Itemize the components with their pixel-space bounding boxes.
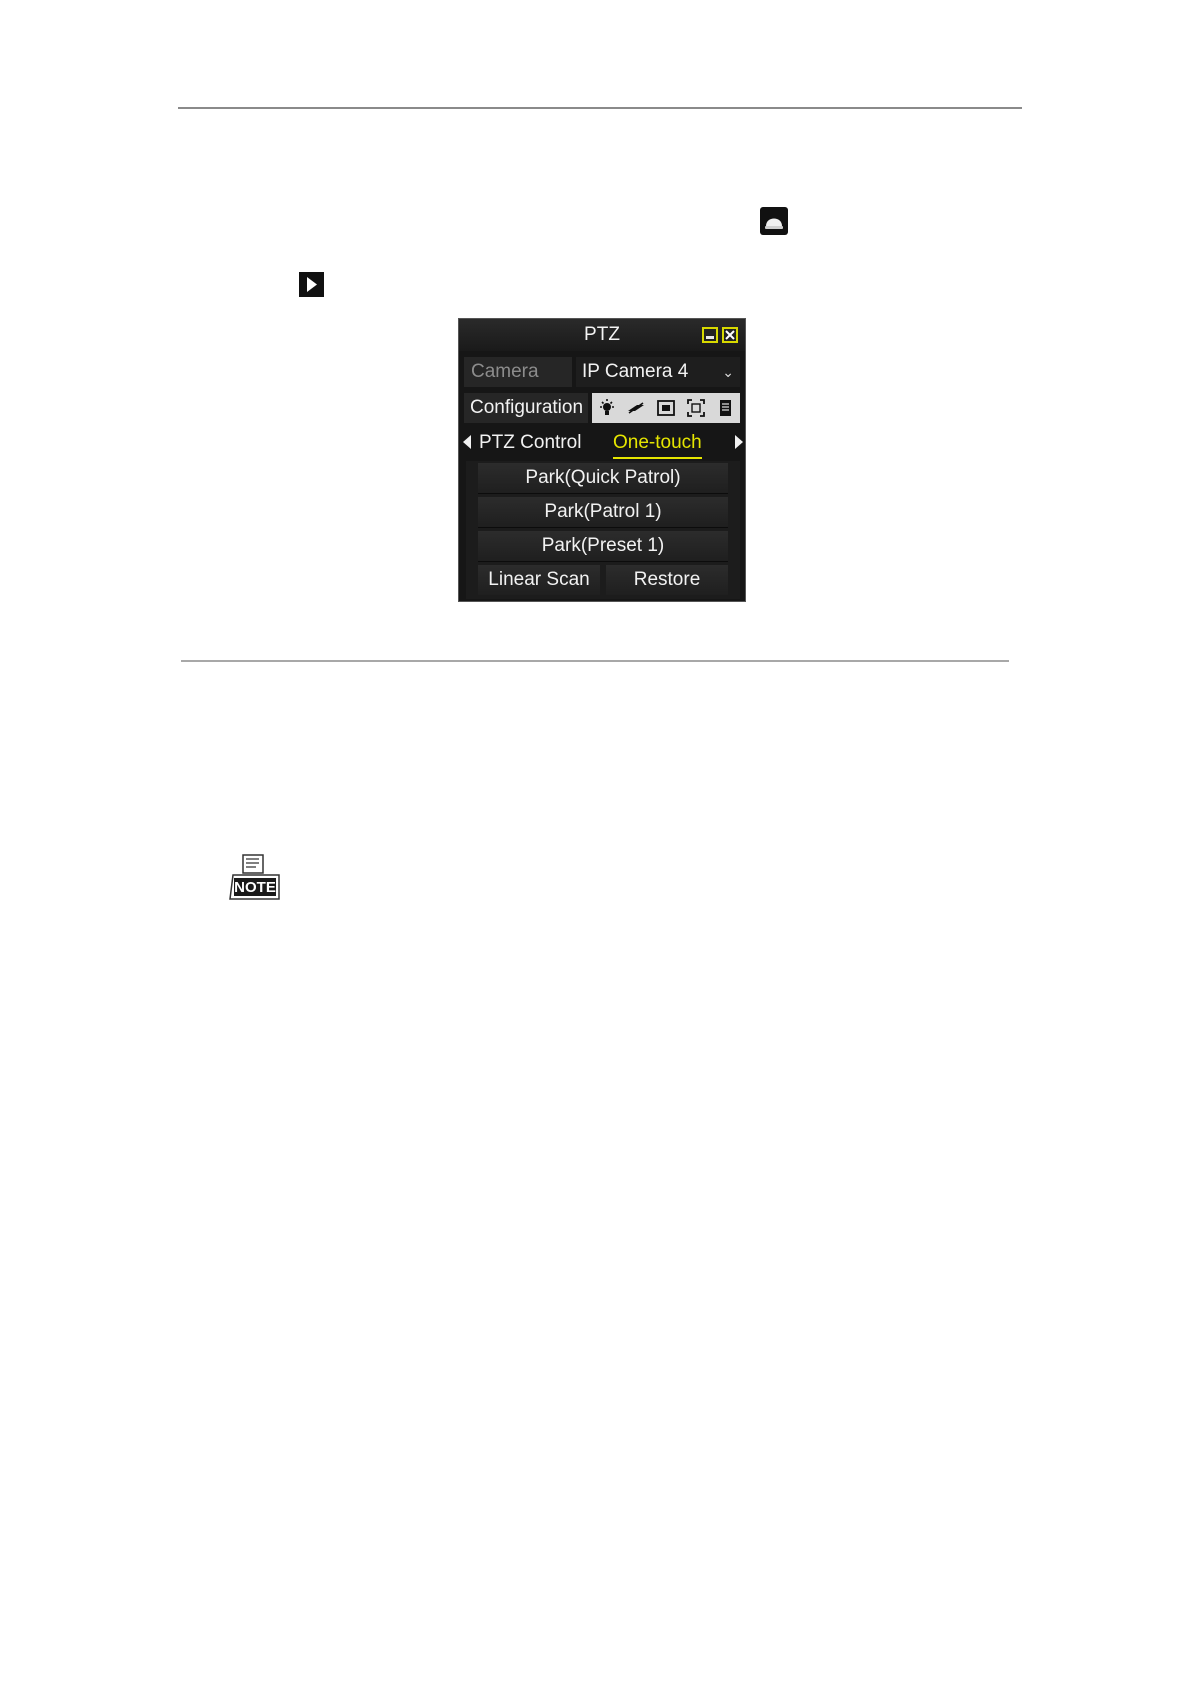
focus-icon[interactable] <box>655 397 677 419</box>
close-button[interactable] <box>722 327 738 343</box>
tool-strip <box>592 393 740 423</box>
play-arrow-icon <box>299 272 324 297</box>
park-patrol-1-button[interactable]: Park(Patrol 1) <box>478 497 728 528</box>
close-icon <box>725 330 735 340</box>
tab-bar <box>459 429 745 457</box>
linear-scan-button[interactable]: Linear Scan <box>478 565 600 595</box>
camera-label: Camera <box>464 357 572 387</box>
ptz-title: PTZ <box>459 319 745 351</box>
park-quick-patrol-button[interactable]: Park(Quick Patrol) <box>478 463 728 494</box>
wiper-icon[interactable] <box>625 397 647 419</box>
tab-next-arrow-icon[interactable] <box>735 435 743 449</box>
one-touch-buttons <box>466 461 740 599</box>
tab-one-touch[interactable]: One-touch <box>613 429 702 459</box>
note-icon <box>226 853 282 901</box>
camera-select[interactable] <box>576 357 740 387</box>
zoom-frame-icon[interactable] <box>685 397 707 419</box>
tab-prev-arrow-icon[interactable] <box>463 435 471 449</box>
top-rule <box>178 107 1022 109</box>
tab-ptz-control[interactable]: PTZ Control <box>479 432 582 453</box>
park-preset-1-button[interactable]: Park(Preset 1) <box>478 531 728 562</box>
minimize-button[interactable] <box>702 327 718 343</box>
chevron-down-icon: ⌄ <box>722 364 734 380</box>
ptz-panel <box>458 318 746 602</box>
camera-row <box>464 357 740 387</box>
note-label: NOTE <box>234 879 276 896</box>
camera-select-value: IP Camera 4 <box>582 361 689 382</box>
configuration-row <box>464 393 740 423</box>
restore-button[interactable]: Restore <box>606 565 728 595</box>
section-rule <box>181 660 1009 662</box>
ptz-dome-icon <box>760 207 788 235</box>
configuration-button[interactable]: Configuration <box>464 393 588 423</box>
light-icon[interactable] <box>596 397 618 419</box>
menu-icon[interactable] <box>714 397 736 419</box>
